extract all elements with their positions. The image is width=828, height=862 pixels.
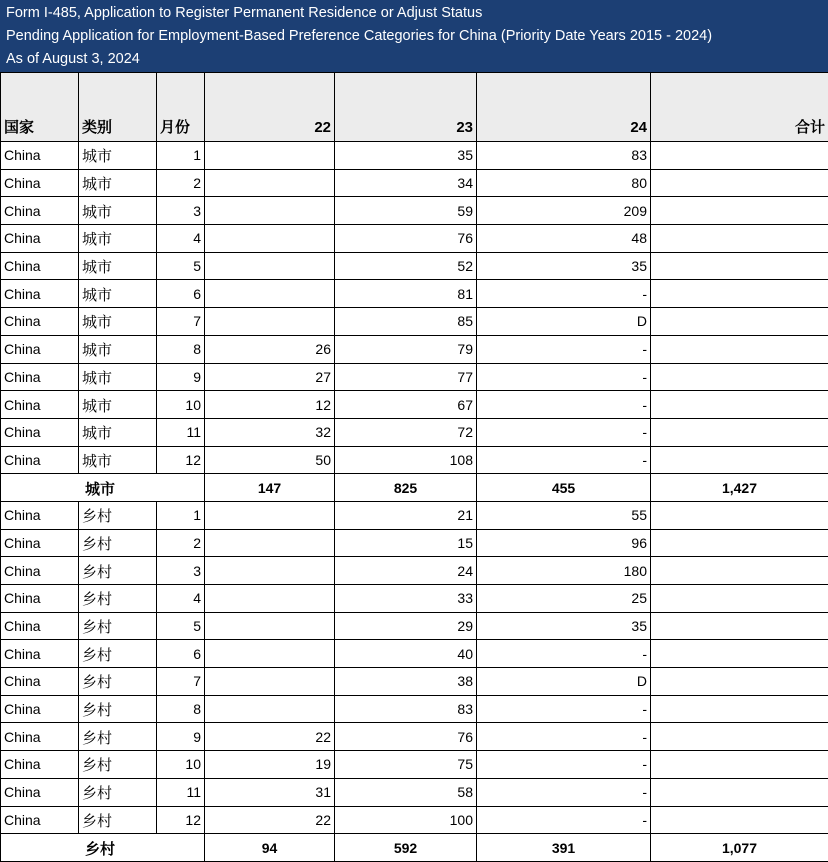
header-row — [1, 73, 828, 142]
category-cell: 城市 — [79, 225, 157, 253]
year-24-cell: 80 — [477, 169, 651, 197]
table-row — [1, 529, 828, 557]
year-22-cell — [205, 529, 335, 557]
table-row — [1, 778, 828, 806]
month-cell: 8 — [157, 695, 205, 723]
report-subtitle: Pending Application for Employment-Based Preference Categories for China (Priority Date Years 2015 - 2024) — [6, 25, 822, 48]
year-24-cell: - — [477, 778, 651, 806]
category-cell: 城市 — [79, 335, 157, 363]
subtotal-year-24: 455 — [477, 474, 651, 502]
table-row — [1, 308, 828, 336]
country-cell: China — [1, 391, 79, 419]
table-row — [1, 612, 828, 640]
table-row — [1, 197, 828, 225]
table-row — [1, 169, 828, 197]
report-date: As of August 3, 2024 — [6, 48, 822, 71]
year-23-cell: 59 — [335, 197, 477, 225]
table-row — [1, 252, 828, 280]
category-cell: 乡村 — [79, 557, 157, 585]
category-cell: 乡村 — [79, 806, 157, 834]
year-22-cell — [205, 695, 335, 723]
subtotal-label: 乡村 — [1, 834, 205, 862]
total-cell — [651, 391, 828, 419]
total-cell — [651, 280, 828, 308]
year-23-cell: 29 — [335, 612, 477, 640]
subtotal-total: 1,427 — [651, 474, 828, 502]
month-cell: 12 — [157, 446, 205, 474]
country-cell: China — [1, 695, 79, 723]
year-22-cell: 19 — [205, 751, 335, 779]
category-cell: 城市 — [79, 169, 157, 197]
year-24-cell: - — [477, 335, 651, 363]
subtotal-row — [1, 834, 828, 862]
month-cell: 11 — [157, 418, 205, 446]
form-title: Form I-485, Application to Register Permanent Residence or Adjust Status — [6, 2, 822, 25]
total-cell — [651, 640, 828, 668]
category-cell: 城市 — [79, 252, 157, 280]
year-24-cell: D — [477, 668, 651, 696]
year-22-cell — [205, 501, 335, 529]
year-22-cell — [205, 612, 335, 640]
country-cell: China — [1, 252, 79, 280]
year-23-cell: 81 — [335, 280, 477, 308]
year-23-cell: 15 — [335, 529, 477, 557]
subtotal-label: 城市 — [1, 474, 205, 502]
year-23-cell: 24 — [335, 557, 477, 585]
month-cell: 1 — [157, 501, 205, 529]
year-22-cell: 32 — [205, 418, 335, 446]
category-cell: 城市 — [79, 363, 157, 391]
month-cell: 10 — [157, 751, 205, 779]
year-24-cell: 180 — [477, 557, 651, 585]
year-24-cell: 35 — [477, 252, 651, 280]
subtotal-total: 1,077 — [651, 834, 828, 862]
header-country: 国家 — [1, 73, 79, 142]
total-cell — [651, 668, 828, 696]
category-cell: 乡村 — [79, 668, 157, 696]
year-24-cell: - — [477, 280, 651, 308]
country-cell: China — [1, 640, 79, 668]
category-cell: 乡村 — [79, 612, 157, 640]
year-23-cell: 76 — [335, 225, 477, 253]
month-cell: 3 — [157, 557, 205, 585]
table-row — [1, 363, 828, 391]
month-cell: 11 — [157, 778, 205, 806]
total-cell — [651, 225, 828, 253]
table-row — [1, 391, 828, 419]
year-22-cell — [205, 280, 335, 308]
year-23-cell: 100 — [335, 806, 477, 834]
pending-applications-table — [0, 72, 828, 862]
total-cell — [651, 751, 828, 779]
subtotal-year-22: 94 — [205, 834, 335, 862]
category-cell: 城市 — [79, 142, 157, 170]
country-cell: China — [1, 225, 79, 253]
month-cell: 6 — [157, 280, 205, 308]
year-24-cell: 96 — [477, 529, 651, 557]
year-24-cell: - — [477, 363, 651, 391]
table-row — [1, 418, 828, 446]
report-banner — [0, 0, 828, 72]
table-body — [1, 142, 828, 862]
year-22-cell: 12 — [205, 391, 335, 419]
year-24-cell: - — [477, 806, 651, 834]
category-cell: 城市 — [79, 418, 157, 446]
category-cell: 乡村 — [79, 501, 157, 529]
total-cell — [651, 501, 828, 529]
header-year-24: 24 — [477, 73, 651, 142]
table-row — [1, 751, 828, 779]
subtotal-row — [1, 474, 828, 502]
category-cell: 乡村 — [79, 585, 157, 613]
table-row — [1, 501, 828, 529]
total-cell — [651, 308, 828, 336]
country-cell: China — [1, 806, 79, 834]
year-23-cell: 35 — [335, 142, 477, 170]
year-23-cell: 83 — [335, 695, 477, 723]
year-23-cell: 33 — [335, 585, 477, 613]
month-cell: 4 — [157, 585, 205, 613]
total-cell — [651, 363, 828, 391]
month-cell: 8 — [157, 335, 205, 363]
year-24-cell: - — [477, 723, 651, 751]
subtotal-year-24: 391 — [477, 834, 651, 862]
year-24-cell: 48 — [477, 225, 651, 253]
country-cell: China — [1, 501, 79, 529]
total-cell — [651, 169, 828, 197]
subtotal-year-22: 147 — [205, 474, 335, 502]
country-cell: China — [1, 197, 79, 225]
category-cell: 乡村 — [79, 695, 157, 723]
header-month: 月份 — [157, 73, 205, 142]
year-23-cell: 79 — [335, 335, 477, 363]
table-row — [1, 225, 828, 253]
country-cell: China — [1, 529, 79, 557]
month-cell: 9 — [157, 723, 205, 751]
year-24-cell: - — [477, 751, 651, 779]
year-22-cell: 27 — [205, 363, 335, 391]
total-cell — [651, 252, 828, 280]
year-24-cell: 83 — [477, 142, 651, 170]
table-row — [1, 446, 828, 474]
year-22-cell — [205, 308, 335, 336]
month-cell: 10 — [157, 391, 205, 419]
table-row — [1, 142, 828, 170]
table-row — [1, 280, 828, 308]
month-cell: 7 — [157, 668, 205, 696]
country-cell: China — [1, 142, 79, 170]
header-year-22: 22 — [205, 73, 335, 142]
total-cell — [651, 695, 828, 723]
year-22-cell — [205, 197, 335, 225]
year-24-cell: - — [477, 640, 651, 668]
category-cell: 乡村 — [79, 751, 157, 779]
year-24-cell: - — [477, 695, 651, 723]
month-cell: 3 — [157, 197, 205, 225]
year-23-cell: 77 — [335, 363, 477, 391]
year-24-cell: 35 — [477, 612, 651, 640]
total-cell — [651, 197, 828, 225]
total-cell — [651, 612, 828, 640]
year-23-cell: 34 — [335, 169, 477, 197]
year-24-cell: D — [477, 308, 651, 336]
year-24-cell: 25 — [477, 585, 651, 613]
month-cell: 12 — [157, 806, 205, 834]
country-cell: China — [1, 335, 79, 363]
month-cell: 2 — [157, 529, 205, 557]
category-cell: 城市 — [79, 197, 157, 225]
total-cell — [651, 585, 828, 613]
year-23-cell: 52 — [335, 252, 477, 280]
year-22-cell: 22 — [205, 806, 335, 834]
total-cell — [651, 418, 828, 446]
total-cell — [651, 778, 828, 806]
country-cell: China — [1, 418, 79, 446]
category-cell: 城市 — [79, 280, 157, 308]
table-row — [1, 335, 828, 363]
table-row — [1, 640, 828, 668]
month-cell: 7 — [157, 308, 205, 336]
subtotal-year-23: 592 — [335, 834, 477, 862]
total-cell — [651, 806, 828, 834]
month-cell: 2 — [157, 169, 205, 197]
table-row — [1, 723, 828, 751]
table-row — [1, 806, 828, 834]
table-row — [1, 557, 828, 585]
year-22-cell — [205, 585, 335, 613]
month-cell: 4 — [157, 225, 205, 253]
category-cell: 乡村 — [79, 640, 157, 668]
month-cell: 9 — [157, 363, 205, 391]
category-cell: 城市 — [79, 446, 157, 474]
category-cell: 乡村 — [79, 529, 157, 557]
category-cell: 城市 — [79, 308, 157, 336]
country-cell: China — [1, 446, 79, 474]
year-23-cell: 40 — [335, 640, 477, 668]
country-cell: China — [1, 723, 79, 751]
year-24-cell: 209 — [477, 197, 651, 225]
country-cell: China — [1, 668, 79, 696]
month-cell: 6 — [157, 640, 205, 668]
year-22-cell — [205, 225, 335, 253]
table-row — [1, 585, 828, 613]
year-23-cell: 85 — [335, 308, 477, 336]
year-22-cell — [205, 557, 335, 585]
category-cell: 乡村 — [79, 778, 157, 806]
year-24-cell: - — [477, 391, 651, 419]
country-cell: China — [1, 557, 79, 585]
year-23-cell: 21 — [335, 501, 477, 529]
year-22-cell — [205, 142, 335, 170]
year-23-cell: 76 — [335, 723, 477, 751]
year-22-cell — [205, 169, 335, 197]
year-22-cell: 31 — [205, 778, 335, 806]
header-year-23: 23 — [335, 73, 477, 142]
header-total: 合计 — [651, 73, 828, 142]
total-cell — [651, 335, 828, 363]
table-row — [1, 668, 828, 696]
year-22-cell: 50 — [205, 446, 335, 474]
year-23-cell: 75 — [335, 751, 477, 779]
country-cell: China — [1, 280, 79, 308]
country-cell: China — [1, 308, 79, 336]
year-23-cell: 108 — [335, 446, 477, 474]
year-23-cell: 58 — [335, 778, 477, 806]
month-cell: 5 — [157, 252, 205, 280]
total-cell — [651, 446, 828, 474]
year-22-cell — [205, 640, 335, 668]
country-cell: China — [1, 778, 79, 806]
year-23-cell: 67 — [335, 391, 477, 419]
month-cell: 1 — [157, 142, 205, 170]
country-cell: China — [1, 751, 79, 779]
year-22-cell: 22 — [205, 723, 335, 751]
year-23-cell: 72 — [335, 418, 477, 446]
category-cell: 乡村 — [79, 723, 157, 751]
total-cell — [651, 557, 828, 585]
total-cell — [651, 723, 828, 751]
total-cell — [651, 142, 828, 170]
year-22-cell: 26 — [205, 335, 335, 363]
year-24-cell: - — [477, 418, 651, 446]
year-22-cell — [205, 668, 335, 696]
country-cell: China — [1, 363, 79, 391]
country-cell: China — [1, 612, 79, 640]
table-row — [1, 695, 828, 723]
category-cell: 城市 — [79, 391, 157, 419]
year-24-cell: 55 — [477, 501, 651, 529]
year-22-cell — [205, 252, 335, 280]
country-cell: China — [1, 585, 79, 613]
total-cell — [651, 529, 828, 557]
country-cell: China — [1, 169, 79, 197]
header-category: 类别 — [79, 73, 157, 142]
month-cell: 5 — [157, 612, 205, 640]
year-24-cell: - — [477, 446, 651, 474]
year-23-cell: 38 — [335, 668, 477, 696]
subtotal-year-23: 825 — [335, 474, 477, 502]
